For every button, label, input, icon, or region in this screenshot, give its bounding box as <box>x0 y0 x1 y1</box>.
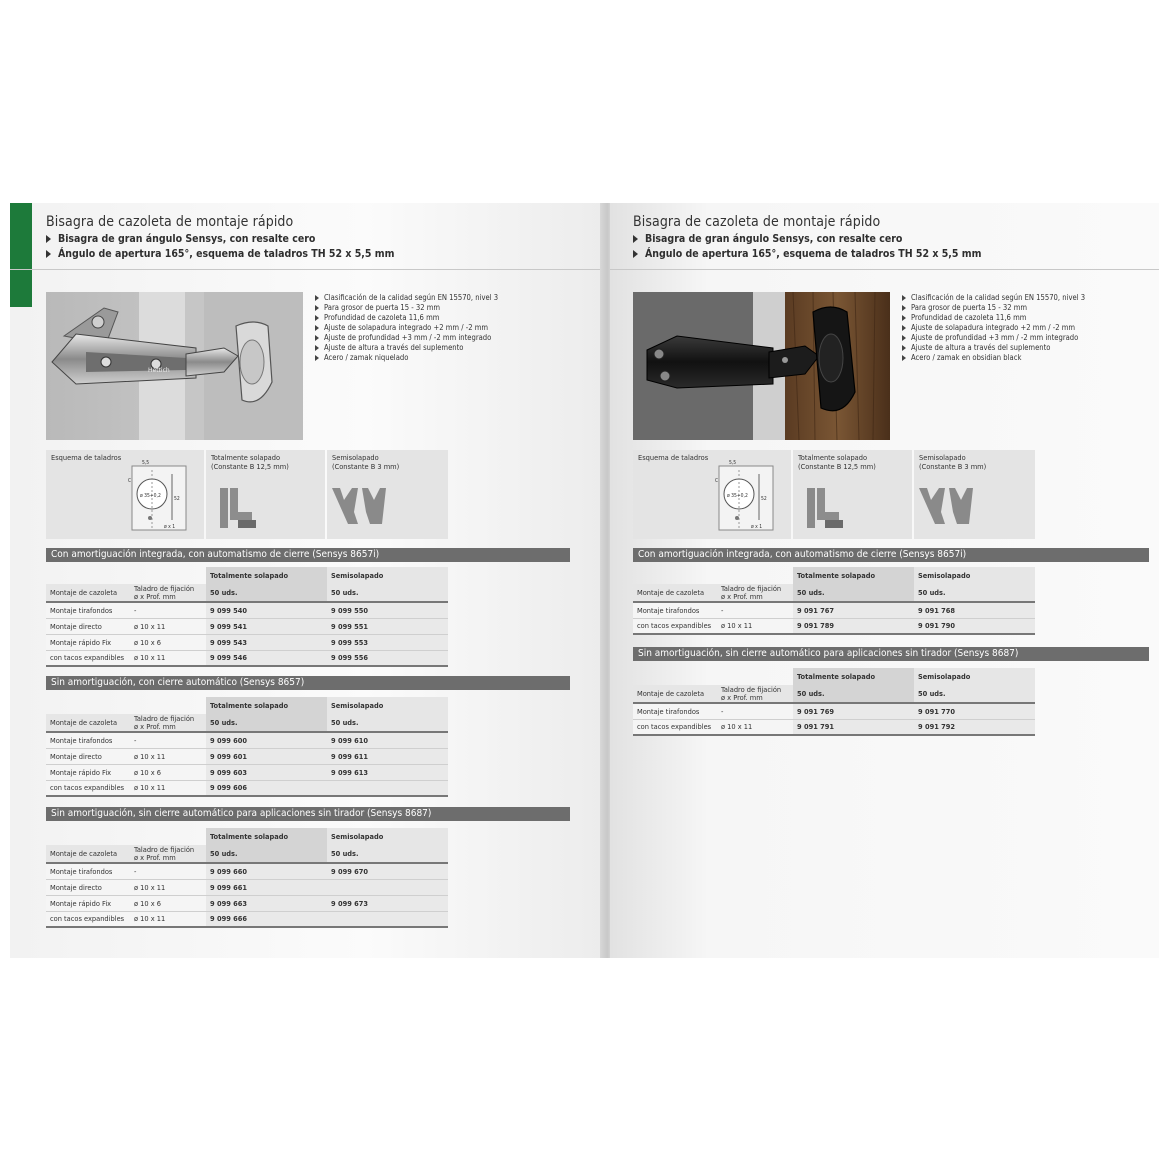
overlay-full-diagram: Totalmente solapado (Constante B 12,5 mm) <box>206 450 325 539</box>
spec-item: Ajuste de altura a través del suplemento <box>902 343 1085 353</box>
table-row: con tacos expandibles ø 10 x 11 9 099 546 9 099 556 <box>46 650 448 666</box>
table-row: Montaje directo ø 10 x 11 9 099 601 9 099 611 <box>46 748 448 764</box>
spec-table: Totalmente solapado Semisolapado Montaje de cazoleta Taladro de fijación ø x Prof. mm 50 uds. 50 uds. Montaje tirafondos - 9 091 769 9 091 770 con tacos expandibles ø 10 x 11 9 091 791 9 091 792 <box>633 668 1035 736</box>
spec-item: Profundidad de cazoleta 11,6 mm <box>902 313 1085 323</box>
svg-text:ø x 1: ø x 1 <box>751 524 763 530</box>
table-row: Montaje rápido Fix ø 10 x 6 9 099 543 9 099 553 <box>46 634 448 650</box>
page-title: Bisagra de cazoleta de montaje rápido <box>46 214 294 230</box>
hinge-photo-nickel <box>46 292 303 440</box>
triangle-icon <box>633 250 638 258</box>
page-title: Bisagra de cazoleta de montaje rápido <box>633 214 881 230</box>
section-title: Sin amortiguación, sin cierre automático para aplicaciones sin tirador (Sensys 8687) <box>46 807 570 821</box>
table-row: Montaje tirafondos - 9 091 767 9 091 768 <box>633 602 1035 618</box>
spec-list <box>902 293 1085 363</box>
table-row: Montaje tirafondos - 9 099 600 9 099 610 <box>46 732 448 748</box>
divider <box>10 269 604 270</box>
overlay-half-diagram: Semisolapado (Constante B 3 mm) <box>914 450 1035 539</box>
triangle-icon <box>46 235 51 243</box>
green-tab <box>10 203 32 307</box>
svg-text:ø 35+0,2: ø 35+0,2 <box>727 493 748 499</box>
section-title: Con amortiguación integrada, con automatismo de cierre (Sensys 8657i) <box>633 548 1149 562</box>
table-row: con tacos expandibles ø 10 x 11 9 091 789 9 091 790 <box>633 618 1035 634</box>
svg-text:ø x 1: ø x 1 <box>164 524 176 530</box>
triangle-icon <box>46 250 51 258</box>
svg-text:5,5: 5,5 <box>729 460 737 466</box>
right-page <box>610 203 1159 958</box>
header-bullet: Bisagra de gran ángulo Sensys, con resalte cero <box>46 233 394 245</box>
header-bullet: Ángulo de apertura 165°, esquema de taladros TH 52 x 5,5 mm <box>633 248 981 260</box>
section-title: Sin amortiguación, sin cierre automático para aplicaciones sin tirador (Sensys 8687) <box>633 647 1149 661</box>
spec-table: Totalmente solapado Semisolapado Montaje de cazoleta Taladro de fijación ø x Prof. mm 50 uds. 50 uds. Montaje tirafondos - 9 099 600 9 099 610 Montaje directo ø 10 x 11 9 099 601 9 099 611 Montaje rápido Fix ø 10 x 6 9 099 603 9 099 613 con tacos expandibles ø 10 x 11 9 099 606 <box>46 697 448 797</box>
table-row: con tacos expandibles ø 10 x 11 9 099 666 <box>46 911 448 927</box>
section-title: Sin amortiguación, con cierre automático (Sensys 8657) <box>46 676 570 690</box>
section-title: Con amortiguación integrada, con automatismo de cierre (Sensys 8657i) <box>46 548 570 562</box>
spec-item: Ajuste de altura a través del suplemento <box>315 343 498 353</box>
spec-item: Ajuste de profundidad +3 mm / -2 mm integrado <box>315 333 498 343</box>
left-page <box>10 203 604 958</box>
spec-item: Para grosor de puerta 15 - 32 mm <box>315 303 498 313</box>
svg-text:ø 35+0,2: ø 35+0,2 <box>140 493 161 499</box>
spec-table: Totalmente solapado Semisolapado Montaje de cazoleta Taladro de fijación ø x Prof. mm 50 uds. 50 uds. Montaje tirafondos - 9 099 660 9 099 670 Montaje directo ø 10 x 11 9 099 661 Montaje rápido Fix ø 10 x 6 9 099 663 9 099 673 con tacos expandibles ø 10 x 11 9 099 666 <box>46 828 448 928</box>
brand-engraving: Hettich <box>148 367 170 374</box>
spec-item: Acero / zamak en obsidian black <box>902 353 1085 363</box>
svg-text:C: C <box>128 478 132 484</box>
table-row: Montaje tirafondos - 9 091 769 9 091 770 <box>633 703 1035 719</box>
table-row: Montaje tirafondos - 9 099 540 9 099 550 <box>46 602 448 618</box>
spec-item: Ajuste de solapadura integrado +2 mm / -2 mm <box>902 323 1085 333</box>
spec-table: Totalmente solapado Semisolapado Montaje de cazoleta Taladro de fijación ø x Prof. mm 50 uds. 50 uds. Montaje tirafondos - 9 091 767 9 091 768 con tacos expandibles ø 10 x 11 9 091 789 9 091 790 <box>633 567 1035 635</box>
right-header <box>633 214 981 260</box>
diagram-row <box>46 450 448 539</box>
svg-text:52: 52 <box>174 496 180 502</box>
spec-list <box>315 293 498 363</box>
spec-item: Acero / zamak niquelado <box>315 353 498 363</box>
svg-text:C: C <box>715 478 719 484</box>
svg-text:52: 52 <box>761 496 767 502</box>
hinge-photo-black <box>633 292 890 440</box>
table-row: con tacos expandibles ø 10 x 11 9 091 791 9 091 792 <box>633 719 1035 735</box>
table-row: con tacos expandibles ø 10 x 11 9 099 606 <box>46 780 448 796</box>
diagram-row <box>633 450 1035 539</box>
table-row: Montaje tirafondos - 9 099 660 9 099 670 <box>46 863 448 879</box>
table-row: Montaje rápido Fix ø 10 x 6 9 099 603 9 099 613 <box>46 764 448 780</box>
spec-item: Ajuste de solapadura integrado +2 mm / -2 mm <box>315 323 498 333</box>
triangle-icon <box>633 235 638 243</box>
table-row: Montaje rápido Fix ø 10 x 6 9 099 663 9 099 673 <box>46 895 448 911</box>
spec-item: Profundidad de cazoleta 11,6 mm <box>315 313 498 323</box>
divider <box>610 269 1159 270</box>
spec-item: Para grosor de puerta 15 - 32 mm <box>902 303 1085 313</box>
catalog-spread <box>10 203 1159 958</box>
header-bullet: Ángulo de apertura 165°, esquema de taladros TH 52 x 5,5 mm <box>46 248 394 260</box>
table-row: Montaje directo ø 10 x 11 9 099 661 <box>46 879 448 895</box>
svg-text:5,5: 5,5 <box>142 460 150 466</box>
table-row: Montaje directo ø 10 x 11 9 099 541 9 099 551 <box>46 618 448 634</box>
header-bullet: Bisagra de gran ángulo Sensys, con resalte cero <box>633 233 981 245</box>
left-header <box>46 214 394 260</box>
overlay-half-diagram: Semisolapado (Constante B 3 mm) <box>327 450 448 539</box>
spec-table: Totalmente solapado Semisolapado Montaje de cazoleta Taladro de fijación ø x Prof. mm 50 uds. 50 uds. Montaje tirafondos - 9 099 540 9 099 550 Montaje directo ø 10 x 11 9 099 541 9 099 551 Montaje rápido Fix ø 10 x 6 9 099 543 9 099 553 con tacos expandibles ø 10 x 11 9 099 546 9 099 556 <box>46 567 448 667</box>
overlay-full-diagram: Totalmente solapado (Constante B 12,5 mm) <box>793 450 912 539</box>
spec-item: Ajuste de profundidad +3 mm / -2 mm integrado <box>902 333 1085 343</box>
drilling-diagram: Esquema de taladros 5,5 ø 35+0,2 52 ø x 1 C <box>633 450 791 539</box>
spec-item: Clasificación de la calidad según EN 15570, nivel 3 <box>315 293 498 303</box>
spec-item: Clasificación de la calidad según EN 15570, nivel 3 <box>902 293 1085 303</box>
drilling-diagram: Esquema de taladros 5,5 ø 35+0,2 52 ø x 1 C <box>46 450 204 539</box>
